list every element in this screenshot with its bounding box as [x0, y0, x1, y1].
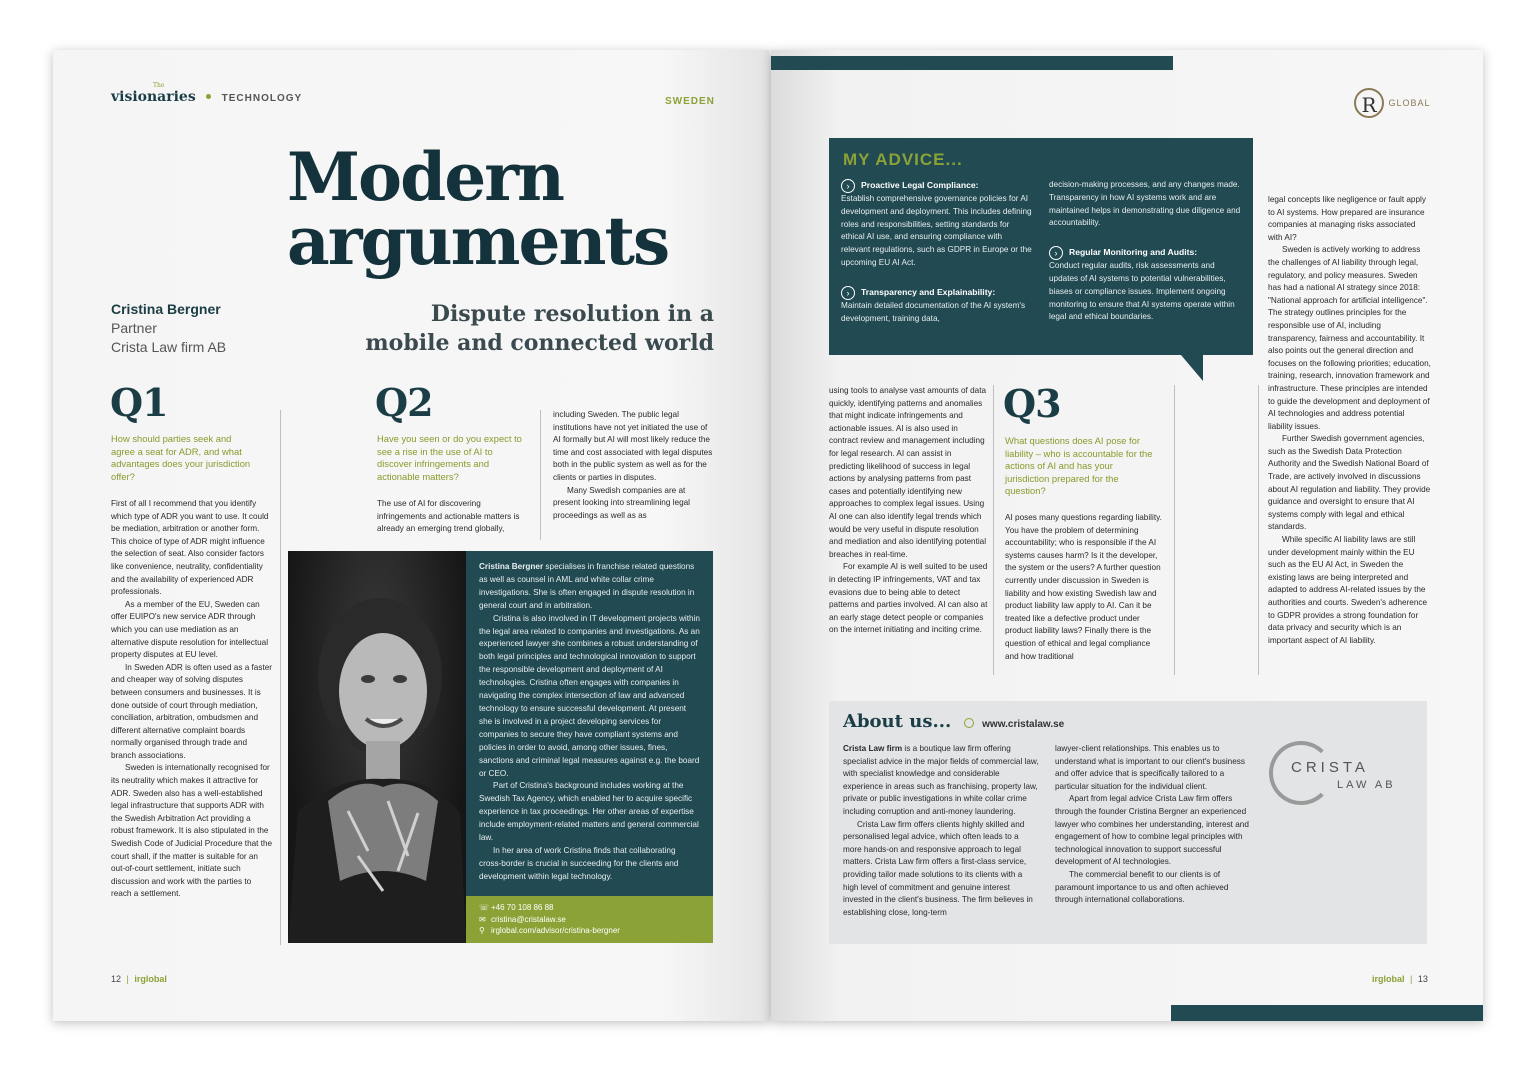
about-box	[829, 701, 1427, 944]
author-block	[111, 300, 226, 357]
contact-web[interactable]	[479, 925, 700, 937]
q1-label: Q1	[110, 380, 168, 425]
footer-brand: irglobal	[134, 974, 167, 984]
column-paragraph: legal concepts like negligence or fault apply to AI systems. How prepared are insurance companies at managing risks associated with AI?	[1268, 195, 1426, 242]
page-number: 12	[111, 974, 122, 984]
q1-paragraph: Sweden is internationally recognised for its neutrality which makes it attractive for ADR. Sweden also has a well-established legal infrastructure that supports ADR with the Swedish Arbitration Act providing a robust framework. It is also stipulated in the Swedish Code of Judicial Procedure that the court shall, if the matter is suitable for an out-of-court settlement, initiate such discussion and work with the parties to reach a settlement.	[111, 763, 273, 899]
bio-name: Cristina Bergner	[479, 562, 544, 571]
q3-paragraph: AI poses many questions regarding liability. You have the problem of determining accountability; who is responsible if the AI systems causes harm? Is it the developer, the system or the users? A further question currently under discussion in Sweden is liability and how existing Swedish law and product liability law apply to AI. Can it be treated like a defective product under product liability laws? Finally there is the question of ethical and legal compliance and how traditional	[1005, 513, 1162, 661]
brand-logo	[111, 82, 303, 106]
article-title	[287, 138, 669, 280]
column-divider	[993, 385, 994, 675]
advice-title: Transparency and Explainability:	[861, 286, 996, 297]
advice-item	[841, 286, 1033, 326]
subtitle-line-1: Dispute resolution in a	[430, 301, 714, 327]
subtitle-line-2: mobile and connected world	[365, 330, 714, 356]
column-paragraph: For example AI is well suited to be used in detecting IP infringements, VAT and tax evasions due to being able to detect patterns and parties involved. AI can also at an early stage detect people or companies on the internet initiating and inciting crime.	[829, 562, 988, 635]
column-paragraph: Further Swedish government agencies, such as the Swedish Data Protection Authority and the Swedish National Board of Trade, are actively involved in discussions about AI regulation and liability. They provide guidance and oversight to ensure that AI systems comply with legal and ethical standards.	[1268, 434, 1431, 532]
q2-paragraph: including Sweden. The public legal institutions have not yet initiated the use of AI formally but AI will most likely reduce the time and cost associated with legal disputes both in the public system as well as for the clients or parties in disputes.	[553, 410, 713, 482]
mail-icon: ✉	[479, 914, 486, 924]
bio-box	[466, 551, 713, 896]
about-website[interactable]: www.cristalaw.se	[982, 719, 1065, 730]
top-bar	[771, 56, 1173, 70]
logo-text: GLOBAL	[1388, 98, 1431, 108]
q1-paragraph: First of all I recommend that you identify which type of ADR you want to use. It could be mediation, arbitration or another form. This choice of type of ADR might influence the selection of seat. Also consider factors like convenience, neutrality, confidentiality and the availability of experienced ADR professionals.	[111, 499, 269, 597]
advice-item	[1049, 246, 1241, 324]
portrait-illustration	[288, 551, 466, 943]
about-intro	[843, 743, 1039, 819]
q1-answer	[111, 498, 273, 901]
column-paragraph: using tools to analyse vast amounts of data quickly, identifying patterns and anomalies that might indicate infringements and actionable issues. AI is also used in contract review and management including for legal research. AI can assist in predicting likelihood of success in legal actions by analysing patterns from past cases and potentially identifying new approaches to complex legal issues. Using AI one can also identify legal trends which would be very useful in dispute resolution and mediation and also identifying potential breaches in real-time.	[829, 386, 987, 559]
contact-box	[466, 896, 713, 943]
advice-item	[841, 179, 1033, 270]
page-number: 13	[1417, 974, 1428, 984]
crista-logo-line-2: LAW AB	[1337, 779, 1396, 791]
country-label: SWEDEN	[665, 96, 715, 107]
advice-text: Conduct regular audits, risk assessments and updates of AI systems to potential vulnerabilities, biases or compliance issues. Implement ongoing monitoring to ensure that AI systems operate within legal and ethical boundaries.	[1049, 261, 1235, 322]
advice-box	[829, 138, 1253, 355]
bullet-dot	[206, 94, 211, 99]
q1-question: How should parties seek and agree a seat for ADR, and what advantages does your jurisdiction offer?	[111, 433, 251, 482]
advice-heading: MY ADVICE...	[843, 150, 963, 169]
brand-name: visionaries	[111, 89, 196, 105]
q2-paragraph: The use of AI for discovering infringements and actionable matters is already an emerging trend globally,	[377, 499, 520, 534]
advice-pointer	[1181, 355, 1203, 381]
chevron-right-icon: ›	[1049, 246, 1063, 260]
about-paragraph: Apart from legal advice Crista Law firm offers through the founder Cristina Bergner an experienced lawyer who combines her understanding, interest and engagement of how to combine legal principles with technological innovation to support successful development of AI technologies.	[1055, 794, 1249, 867]
contact-email[interactable]	[479, 914, 700, 926]
about-column-2	[1055, 743, 1251, 907]
column-paragraph: While specific AI liability laws are still under development mainly within the EU such as the EU AI Act, in Sweden the existing laws are being interpreted and adapted to address AI-related issues by the authorities and courts. Sweden's adherence to GDPR provides a strong foundation for data privacy and security which is an important aspect of AI liability.	[1268, 535, 1428, 645]
q1-paragraph: In Sweden ADR is often used as a faster and cheaper way of solving disputes between consumers and businesses. It is done outside of court through mediation, conciliation, arbitration, ombudsmen and different alternative complaint boards normally organised through trade and branch associations.	[111, 662, 273, 760]
q2-paragraph: Many Swedish companies are at present looking into streamlining legal proceedings as well as as	[553, 485, 690, 520]
bio-paragraph: In her area of work Cristina finds that collaborating cross-border is crucial in succeeding for the clients and development within legal technology.	[479, 845, 679, 881]
chevron-right-icon: ›	[841, 179, 855, 193]
about-column-1	[843, 743, 1039, 919]
q1-paragraph: As a member of the EU, Sweden can offer EUIPO's new service ADR through which you can use mediation as an alternative dispute resolution for intellectual property disputes at EU level.	[111, 599, 269, 660]
author-role: Partner	[111, 320, 157, 336]
q2-label: Q2	[375, 380, 433, 425]
phone-icon: ☏	[479, 903, 490, 912]
bio-intro	[479, 561, 700, 613]
article-subtitle	[365, 300, 714, 358]
about-paragraph: Crista Law firm offers clients highly skilled and personalised legal advice, which often leads to a more hands-on and responsive approach to legal matters. Crista Law firm offers a first-class service, providing tailor made solutions to its clients with a high level of commitment and genuine interest invested in the client's business. The firm believes in establishing close, long-term	[843, 819, 1033, 917]
column-divider	[540, 410, 541, 540]
advice-column-1	[841, 179, 1033, 325]
q3-continued	[1268, 194, 1431, 647]
advice-text: Maintain detailed documentation of the AI system's development, training data,	[841, 300, 1026, 323]
crista-logo	[1269, 741, 1414, 821]
web-text: irglobal.com/advisor/cristina-bergner	[491, 926, 620, 935]
brand-small: The	[153, 82, 165, 89]
irglobal-logo	[1354, 88, 1430, 118]
author-portrait	[288, 551, 466, 943]
advice-column-2	[1049, 179, 1241, 324]
advice-text: Establish comprehensive governance policies for AI development and deployment. This includes defining roles and responsibilities, setting standards for ethical AI use, and ensuring compliance with relevant regulations, such as GDPR in Europe or the upcoming EU AI Act.	[841, 194, 1032, 267]
author-company: Crista Law firm AB	[111, 339, 227, 355]
about-intro-text: is a boutique law firm offering specialist advice in the major fields of commercial law, with specialist knowledge and considerable experience in areas such as franchising, property law, private or public investigations in white collar crime including corruption and anti-money laundering.	[843, 744, 1039, 816]
bio-text	[466, 551, 713, 884]
q2-answer-continued	[553, 409, 713, 522]
email-text: cristina@cristalaw.se	[491, 914, 566, 924]
globe-icon	[964, 718, 974, 728]
about-firm: Crista Law firm	[843, 744, 903, 753]
title-line-1: Modern	[287, 138, 563, 216]
chevron-right-icon: ›	[841, 286, 855, 300]
about-heading: About us...	[843, 711, 952, 732]
section-label: TECHNOLOGY	[221, 93, 303, 104]
advice-title: Proactive Legal Compliance:	[861, 180, 979, 191]
contact-phone[interactable]	[479, 902, 700, 914]
page-footer-left: 12 | irglobal	[111, 974, 167, 984]
advice-title: Regular Monitoring and Audits:	[1069, 247, 1198, 258]
user-icon: ⚲	[479, 926, 485, 935]
bottom-bar	[1171, 1005, 1483, 1021]
author-name: Cristina Bergner	[111, 301, 221, 317]
bio-intro-text: specialises in franchise related questions as well as counsel in AML and white collar crime investigations. She is often engaged in dispute resolution in general court and in arbitration.	[479, 562, 695, 610]
column-divider	[1258, 385, 1259, 675]
advice-text: decision-making processes, and any changes made. Transparency in how AI systems work and are maintained helps in demonstrating due diligence and accountability.	[1049, 180, 1241, 228]
about-paragraph: The commercial benefit to our clients is of paramount importance to us and often achieved through international collaborations.	[1055, 869, 1229, 905]
about-paragraph: lawyer-client relationships. This enables us to understand what is important to our client's business and offer advice that is specifically tailored to a particular situation for the individual client.	[1055, 744, 1245, 791]
q3-label: Q3	[1003, 381, 1061, 426]
q2-continued	[829, 385, 989, 637]
page-footer-right: irglobal | 13	[1372, 974, 1428, 984]
about-header	[843, 711, 1064, 732]
q3-question: What questions does AI pose for liability – who is accountable for the actions of AI and has your jurisdiction prepared for the question?	[1005, 435, 1153, 497]
contact-list	[466, 896, 713, 943]
column-divider	[280, 410, 281, 945]
q2-question: Have you seen or do you expect to see a rise in the use of AI to discover infringements and actionable matters?	[377, 433, 522, 482]
bio-paragraph: Part of Cristina's background includes working at the Swedish Tax Agency, which enabled her to acquire specific experience in tax proceedings. Her other areas of expertise include employment-related matters and general commercial law.	[479, 781, 699, 843]
right-page	[771, 50, 1483, 1021]
crista-logo-line-1: CRISTA	[1291, 759, 1369, 776]
logo-r-icon: R	[1354, 88, 1384, 118]
phone-text: +46 70 108 86 88	[491, 903, 554, 912]
column-paragraph: Sweden is actively working to address the challenges of AI liability through legal, regulatory, and policy measures. Sweden has had a national AI strategy since 2018: "National approach for artificial intelligence". The strategy outlines principles for the responsible use of AI, including transparency, fairness and accountability. It also points out the general direction and focuses on the following priorities; education, training, research, innovation framework and infrastructure. These principles are intended to guide the development and deployment of AI technologies and address potential liability issues.	[1268, 245, 1431, 431]
footer-brand: irglobal	[1372, 974, 1405, 984]
title-line-2: arguments	[287, 202, 669, 280]
left-page	[53, 50, 769, 1021]
column-divider	[1174, 385, 1175, 675]
bio-paragraph: Cristina is also involved in IT development projects within the legal area related to companies and investigations. As an experienced lawyer she combines a robust understanding of both legal principles and technological innovation to support the responsible development and deployment of AI technologies. Cristina often engages with companies in navigating the complex intersection of law and advanced technology to ensure successful development. At present she is involved in a project developing services for companies to secure they have compliant systems and policies in order to avoid, among other issues, fines, sanctions and criminal legal measures against e.g. the board or CEO.	[479, 613, 700, 778]
